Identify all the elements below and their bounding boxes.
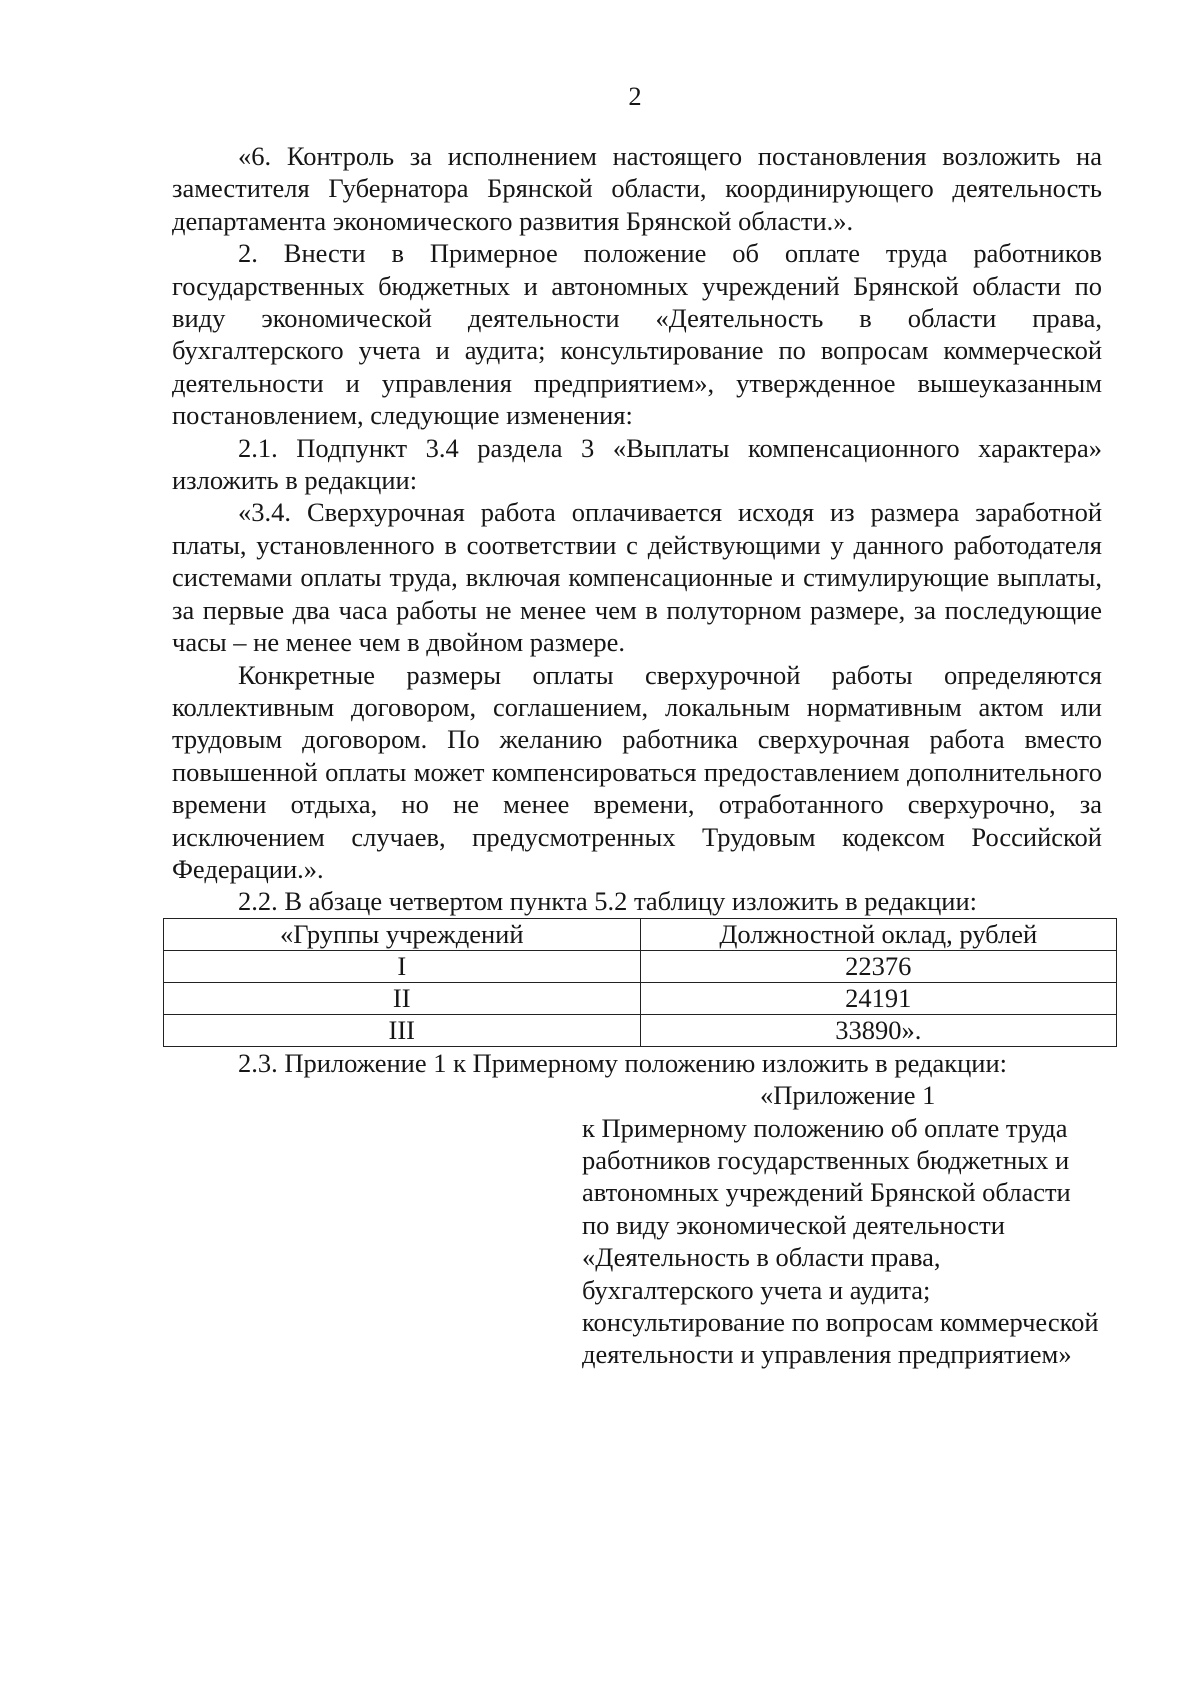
table-row (164, 950, 1117, 982)
appendix-title: «Приложение 1 (760, 1080, 936, 1111)
paragraph-control-clause: «6. Контроль за исполнением настоящего постановления возложить на заместителя Губернатора Брянской области, координирующего деятельность департамента экономического развития Брянской области.». (172, 141, 1102, 236)
salary-table (163, 918, 1117, 1047)
paragraph-2-3: 2.3. Приложение 1 к Примерному положению изложить в редакции: (238, 1047, 1008, 1078)
table-cell-salary: 24191 (640, 982, 1117, 1014)
paragraph-amendment-intro: 2. Внести в Примерное положение об оплате труда работников государственных бюджетных и автономных учреждений Брянской области по виду экономической деятельности «Деятельность в области права, бухгалтерского учета и аудита; консультирование по вопросам коммерческой деятельности и управления предприятием», утвержденное вышеуказанным постановлением, следующие изменения: (172, 238, 1102, 431)
table-header-cell: «Группы учреждений (164, 918, 641, 950)
document-body (172, 140, 1102, 1371)
paragraph-2-2: 2.2. В абзаце четвертом пункта 5.2 таблицу изложить в редакции: (238, 886, 977, 917)
table-row (164, 982, 1117, 1014)
appendix-reference-text: к Примерному положению об оплате труда работников государственных бюджетных и автономных учреждений Брянской области по виду экономической деятельности «Деятельность в области права, бухгалтерского учета и аудита; консультирование по вопросам коммерческой деятельности и управления предприятием» (582, 1112, 1099, 1370)
table-header-row (164, 918, 1117, 950)
table-cell-salary: 33890». (640, 1014, 1117, 1046)
page-number: 2 (628, 81, 642, 111)
table-row (164, 1014, 1117, 1046)
table-cell-group: III (164, 1014, 641, 1046)
table-cell-salary: 22376 (640, 950, 1117, 982)
table-header-cell: Должностной оклад, рублей (640, 918, 1117, 950)
paragraph-overtime-specifics: Конкретные размеры оплаты сверхурочной работы определяются коллективным договором, соглашением, локальным нормативным актом или трудовым договором. По желанию работника сверхурочная работа вместо повышенной оплаты может компенсироваться предоставлением дополнительного времени отдыха, но не менее времени, отработанного сверхурочно, за исключением случаев, предусмотренных Трудовым кодексом Российской Федерации.». (172, 659, 1102, 884)
table-cell-group: II (164, 982, 641, 1014)
appendix-heading-block (582, 1079, 1102, 1371)
paragraph-3-4-quote: «3.4. Сверхурочная работа оплачивается исходя из размера заработной платы, установленного в соответствии с действующими у данного работодателя системами оплаты труда, включая компенсационные и стимулирующие выплаты, за первые два часа работы не менее чем в полуторном размере, за последующие часы – не менее чем в двойном размере. (172, 497, 1102, 658)
table-cell-group: I (164, 950, 641, 982)
paragraph-2-1: 2.1. Подпункт 3.4 раздела 3 «Выплаты компенсационного характера» изложить в редакции: (172, 432, 1102, 496)
